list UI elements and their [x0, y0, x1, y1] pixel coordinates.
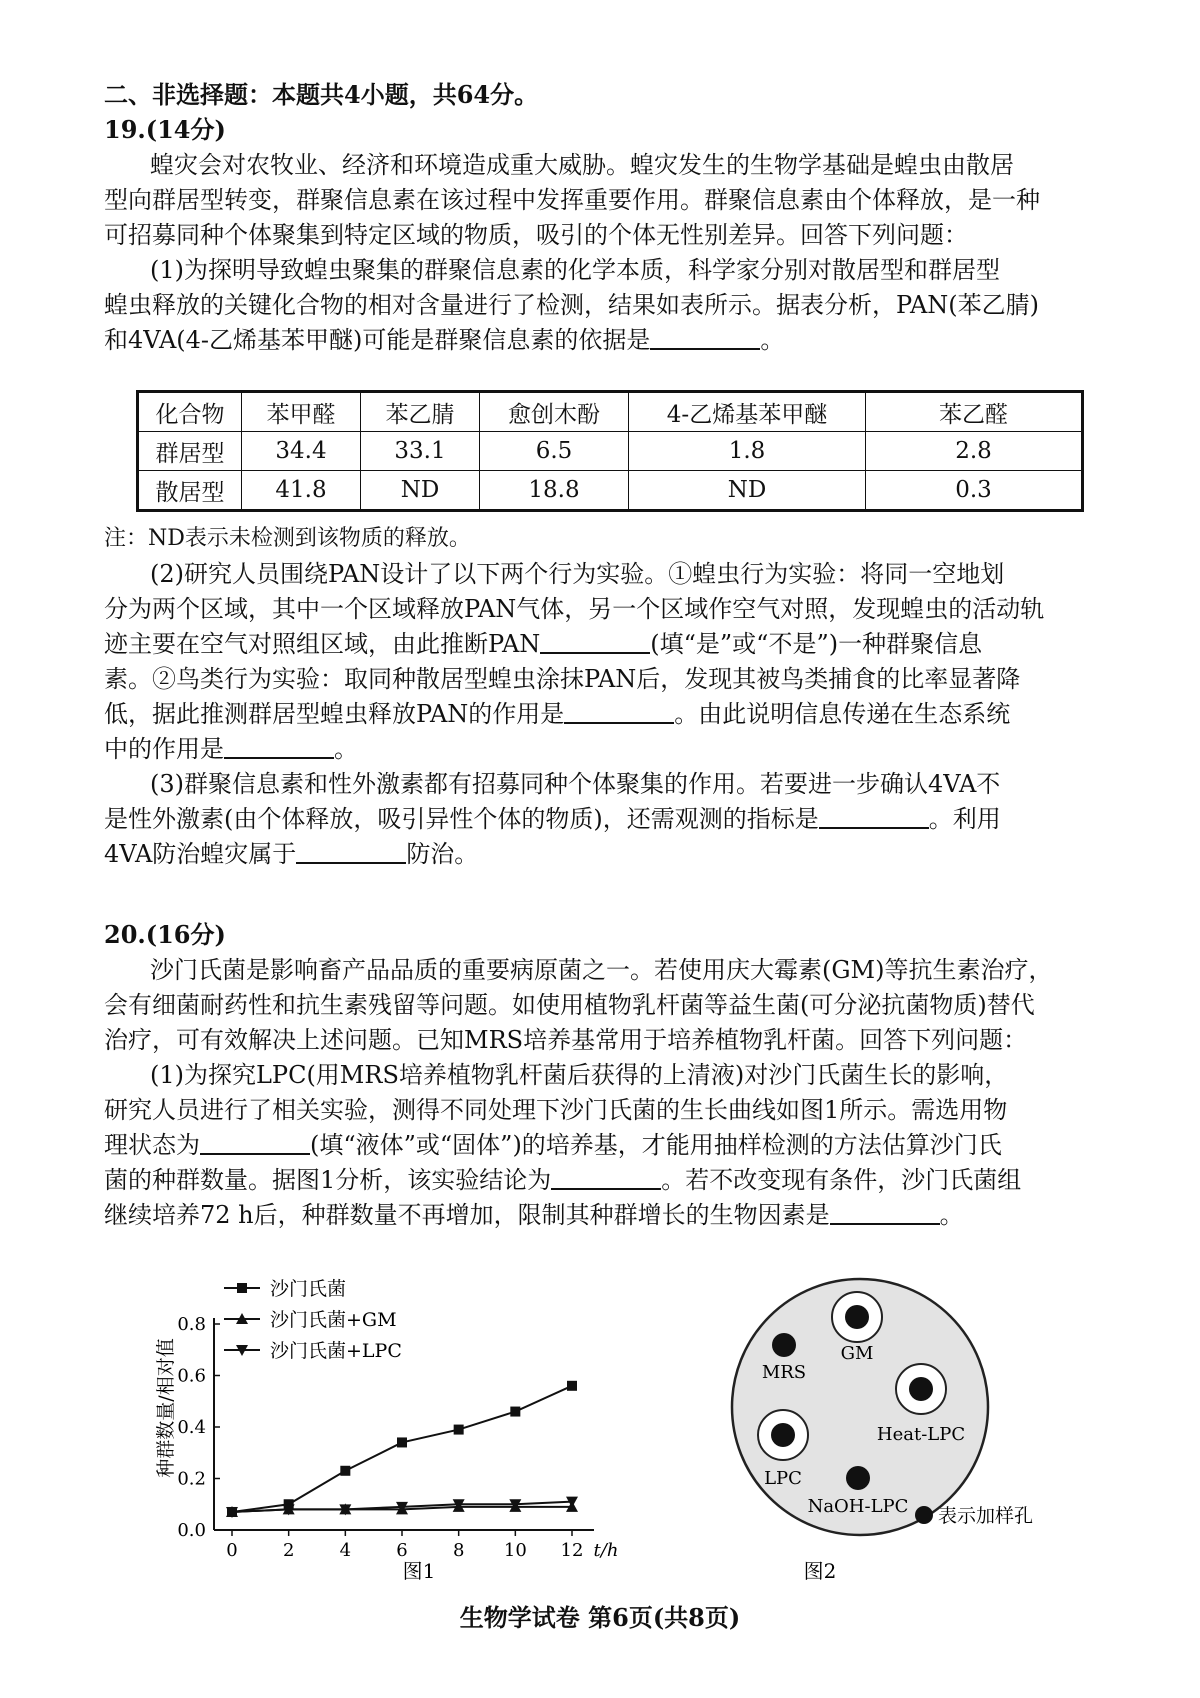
q20-part1-text: (填“液体”或“固体”)的培养基，才能用抽样检测的方法估算沙门氏 — [310, 1131, 1002, 1159]
figure2-caption: 图2 — [803, 1559, 837, 1583]
table-header-row — [138, 392, 1083, 432]
table-row — [138, 471, 1083, 511]
q19-part1-line: (1)为探明导致蝗虫聚集的群聚信息素的化学本质，科学家分别对散居型和群居型 — [150, 256, 1000, 284]
page-footer: 生物学试卷 第6页(共8页) — [459, 1603, 741, 1632]
x-tick-label: 12 — [560, 1540, 584, 1561]
table-cell: 18.8 — [480, 471, 629, 511]
q19-part3-text: 4VA防治蝗灾属于 — [104, 840, 297, 868]
legend-label: 沙门氏菌+LPC — [270, 1340, 402, 1362]
y-axis-label: 种群数量/相对值 — [155, 1338, 177, 1478]
answer-blank[interactable] — [650, 326, 760, 350]
q19-part3-text: 。利用 — [928, 805, 1001, 833]
q20-part1-text: 理状态为 — [104, 1131, 200, 1159]
growth-curve-chart — [140, 1268, 660, 1588]
q19-part3-line — [104, 802, 1114, 836]
x-tick-label: 2 — [282, 1540, 295, 1561]
x-tick-label: 10 — [503, 1540, 527, 1561]
plate-legend: 表示加样孔 — [938, 1505, 1034, 1527]
q20-intro-line: 治疗，可有效解决上述问题。已知MRS培养基常用于培养植物乳杆菌。回答下列问题： — [104, 1026, 1028, 1054]
answer-blank[interactable] — [819, 805, 929, 829]
q19-part2-end: 。 — [334, 735, 358, 763]
legend-label: 沙门氏菌+GM — [270, 1309, 397, 1331]
q19-part3-line: (3)群聚信息素和性外激素都有招募同种个体聚集的作用。若要进一步确认4VA不 — [150, 770, 1001, 798]
q19-part2-line: 分为两个区域，其中一个区域释放PAN气体，另一个区域作空气对照，发现蝗虫的活动轨 — [104, 595, 1045, 623]
agar-plate-diagram — [700, 1272, 1060, 1592]
well-label: Heat-LPC — [876, 1424, 966, 1445]
legend-dot — [915, 1506, 933, 1524]
q20-part1-line: (1)为探究LPC(用MRS培养植物乳杆菌后获得的上清液)对沙门氏菌生长的影响， — [150, 1061, 1009, 1089]
q19-part1-line: 蝗虫释放的关键化合物的相对含量进行了检测，结果如表所示。据表分析，PAN(苯乙腈) — [104, 291, 1040, 319]
table-cell: 33.1 — [361, 432, 480, 471]
y-tick-label: 0.4 — [177, 1417, 206, 1438]
answer-blank[interactable] — [830, 1201, 940, 1225]
table-cell: 0.3 — [866, 471, 1083, 511]
q19-part1-text: 和4VA(4-乙烯基苯甲醚)可能是群聚信息素的依据是 — [104, 326, 651, 354]
well-label: MRS — [761, 1362, 807, 1383]
table-header-cell: 苯乙醛 — [866, 392, 1083, 432]
table-cell: ND — [361, 471, 480, 511]
q19-intro-line: 型向群居型转变，群聚信息素在该过程中发挥重要作用。群聚信息素由个体释放，是一种 — [104, 186, 1040, 214]
q19-part2-text: (填“是”或“不是”)一种群聚信息 — [650, 630, 983, 658]
q19-part2-line — [104, 627, 1114, 661]
well-label: GM — [840, 1343, 874, 1364]
q19-part2-text: 。由此说明信息传递在生态系统 — [674, 700, 1011, 728]
data-point — [567, 1381, 577, 1391]
q19-part2-line: (2)研究人员围绕PAN设计了以下两个行为实验。①蝗虫行为实验：将同一空地划 — [150, 560, 1005, 588]
data-point — [510, 1407, 520, 1417]
legend-label: 沙门氏菌 — [270, 1278, 347, 1300]
table-cell: 2.8 — [866, 432, 1083, 471]
q20-part1-text: 菌的种群数量。据图1分析，该实验结论为 — [104, 1166, 552, 1194]
answer-blank[interactable] — [224, 735, 334, 759]
q19-part2-text: 中的作用是 — [104, 735, 224, 763]
table-cell: 散居型 — [138, 471, 242, 511]
q20-part1-end: 。 — [939, 1201, 964, 1229]
x-tick-label: 4 — [339, 1540, 352, 1561]
data-point — [340, 1466, 350, 1476]
y-tick-label: 0.8 — [177, 1314, 206, 1335]
q19-part3-text: 是性外激素(由个体释放，吸引异性个体的物质)，还需观测的指标是 — [104, 805, 819, 833]
q20-part1-line: 研究人员进行了相关实验，测得不同处理下沙门氏菌的生长曲线如图1所示。需选用物 — [104, 1096, 1008, 1124]
data-point — [454, 1425, 464, 1435]
q19-part3-line — [104, 837, 1114, 871]
q20-intro-line: 会有细菌耐药性和抗生素残留等问题。如使用植物乳杆菌等益生菌(可分泌抗菌物质)替代 — [104, 991, 1035, 1019]
q19-intro-line: 可招募同种个体聚集到特定区域的物质，吸引的个体无性别差异。回答下列问题： — [104, 221, 968, 249]
x-axis-unit: t/h — [593, 1540, 619, 1561]
table-header-cell: 化合物 — [138, 392, 242, 432]
q19-part2-text: 迹主要在空气对照组区域，由此推断PAN — [104, 630, 541, 658]
compound-table — [136, 390, 1084, 512]
table-cell: 6.5 — [480, 432, 629, 471]
q20-intro-line: 沙门氏菌是影响畜产品品质的重要病原菌之一。若使用庆大霉素(GM)等抗生素治疗， — [150, 956, 1053, 984]
table-header-cell: 愈创木酚 — [480, 392, 629, 432]
q20-part1-text: 。若不改变现有条件，沙门氏菌组 — [661, 1166, 1022, 1194]
q20-part1-text: 继续培养72 h后，种群数量不再增加，限制其种群增长的生物因素是 — [104, 1201, 830, 1229]
answer-blank[interactable] — [540, 630, 650, 654]
x-tick-label: 6 — [396, 1540, 408, 1561]
q20-heading: 20.(16分) — [104, 920, 226, 949]
well-label: LPC — [764, 1468, 802, 1489]
table-header-cell: 苯甲醛 — [242, 392, 361, 432]
table-cell: ND — [629, 471, 866, 511]
q19-part2-text: 低，据此推测群居型蝗虫释放PAN的作用是 — [104, 700, 565, 728]
q19-part3-end: 防治。 — [406, 840, 479, 868]
table-cell: 群居型 — [138, 432, 242, 471]
y-tick-label: 0.2 — [177, 1468, 206, 1490]
table-row — [138, 432, 1083, 471]
figure1-caption: 图1 — [402, 1559, 436, 1583]
q20-part1-line — [104, 1128, 1114, 1162]
q19-part2-line — [104, 697, 1114, 731]
section-title: 二、非选择题：本题共4小题，共64分。 — [104, 80, 539, 109]
answer-blank[interactable] — [551, 1166, 661, 1190]
well-label: NaOH-LPC — [807, 1496, 909, 1517]
q19-heading: 19.(14分) — [104, 115, 226, 144]
table-cell: 1.8 — [629, 432, 866, 471]
x-tick-label: 0 — [226, 1540, 238, 1561]
y-tick-label: 0.6 — [177, 1365, 206, 1387]
q20-part1-line — [104, 1163, 1114, 1197]
q19-part1-line — [104, 323, 1114, 357]
table-header-cell: 苯乙腈 — [361, 392, 480, 432]
table-cell: 41.8 — [242, 471, 361, 511]
table-header-cell: 4-乙烯基苯甲醚 — [629, 392, 866, 432]
y-tick-label: 0.0 — [177, 1520, 206, 1541]
q19-part2-line — [104, 732, 1114, 766]
table-cell: 34.4 — [242, 432, 361, 471]
q20-part1-line — [104, 1198, 1114, 1232]
answer-blank[interactable] — [296, 840, 406, 864]
answer-blank[interactable] — [200, 1131, 310, 1155]
answer-blank[interactable] — [564, 700, 674, 724]
x-tick-label: 8 — [452, 1540, 465, 1561]
table-note: 注：ND表示未检测到该物质的释放。 — [104, 526, 471, 551]
series-line — [232, 1386, 572, 1512]
q19-part1-end: 。 — [760, 326, 785, 354]
legend-marker — [237, 1283, 247, 1293]
well-lpc — [758, 1410, 808, 1489]
data-point — [397, 1437, 407, 1447]
q19-part2-line: 素。②鸟类行为实验：取同种散居型蝗虫涂抹PAN后，发现其被鸟类捕食的比率显著降 — [104, 665, 1021, 693]
q19-intro-line: 蝗灾会对农牧业、经济和环境造成重大威胁。蝗灾发生的生物学基础是蝗虫由散居 — [150, 151, 1014, 179]
